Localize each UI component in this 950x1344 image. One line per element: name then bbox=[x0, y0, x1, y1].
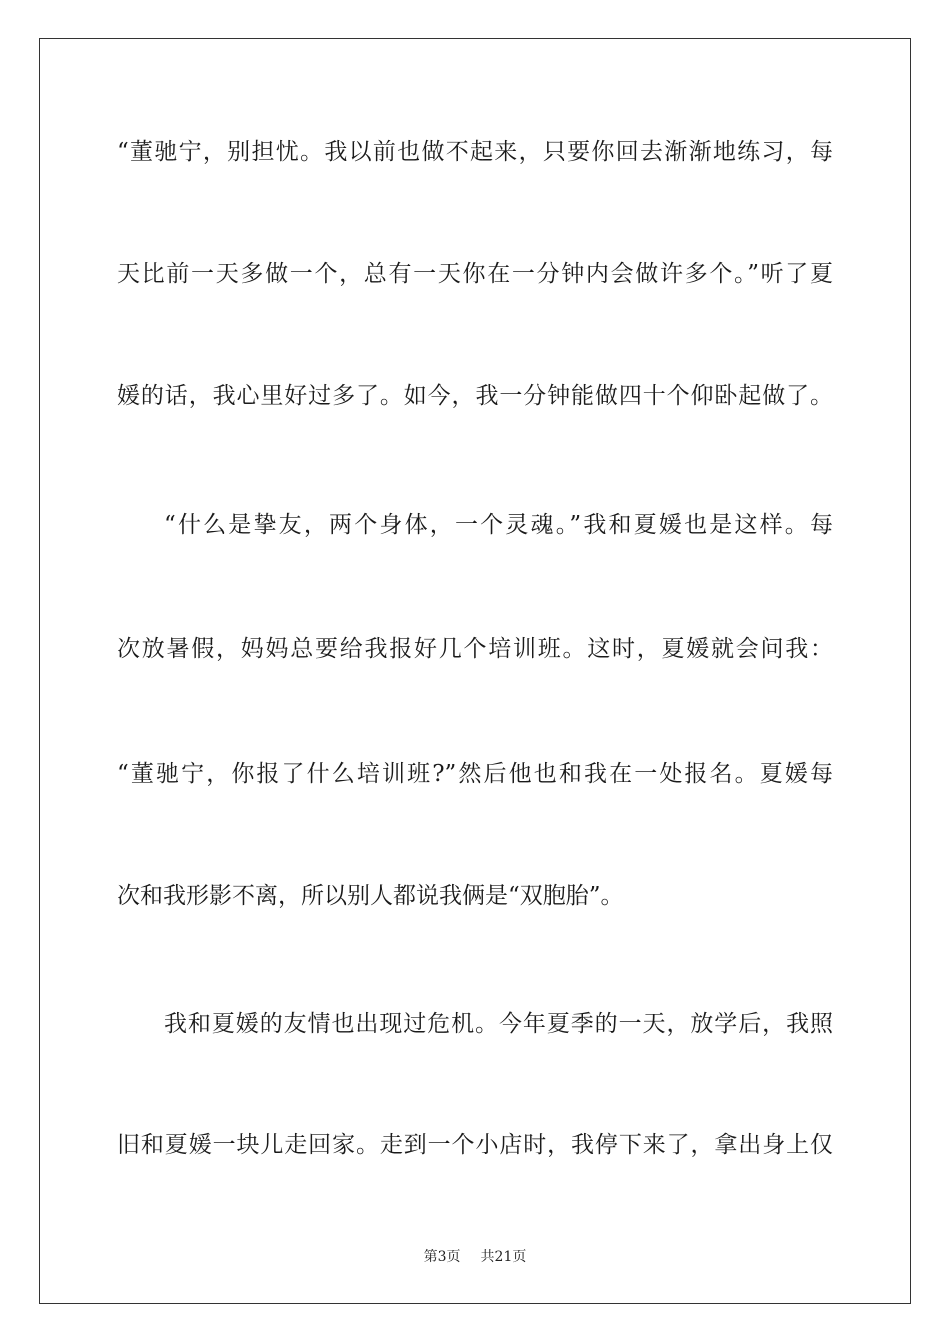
page-number: 第3页 bbox=[423, 1249, 461, 1265]
page-total: 共21页 bbox=[480, 1249, 527, 1265]
text-line: 天比前一天多做一个，总有一天你在一分钟内会做许多个。”听了夏 bbox=[117, 261, 833, 287]
text-line: 媛的话，我心里好过多了。如今，我一分钟能做四十个仰卧起做了。 bbox=[117, 383, 833, 409]
text-line: 次和我形影不离，所以别人都说我俩是“双胞胎”。 bbox=[117, 883, 624, 909]
text-line: “什么是挚友，两个身体，一个灵魂。”我和夏媛也是这样。每 bbox=[164, 512, 833, 538]
page-border bbox=[39, 38, 911, 1304]
text-line: “董驰宁，别担忧。我以前也做不起来，只要你回去渐渐地练习，每 bbox=[117, 139, 833, 165]
page-footer bbox=[0, 1247, 950, 1267]
text-line: 旧和夏媛一块儿走回家。走到一个小店时，我停下来了，拿出身上仅 bbox=[117, 1132, 833, 1158]
text-line: 次放暑假，妈妈总要给我报好几个培训班。这时，夏媛就会问我： bbox=[117, 636, 833, 662]
text-line: 我和夏媛的友情也出现过危机。今年夏季的一天，放学后，我照 bbox=[164, 1011, 833, 1037]
text-line: “董驰宁，你报了什么培训班?”然后他也和我在一处报名。夏媛每 bbox=[117, 761, 833, 787]
